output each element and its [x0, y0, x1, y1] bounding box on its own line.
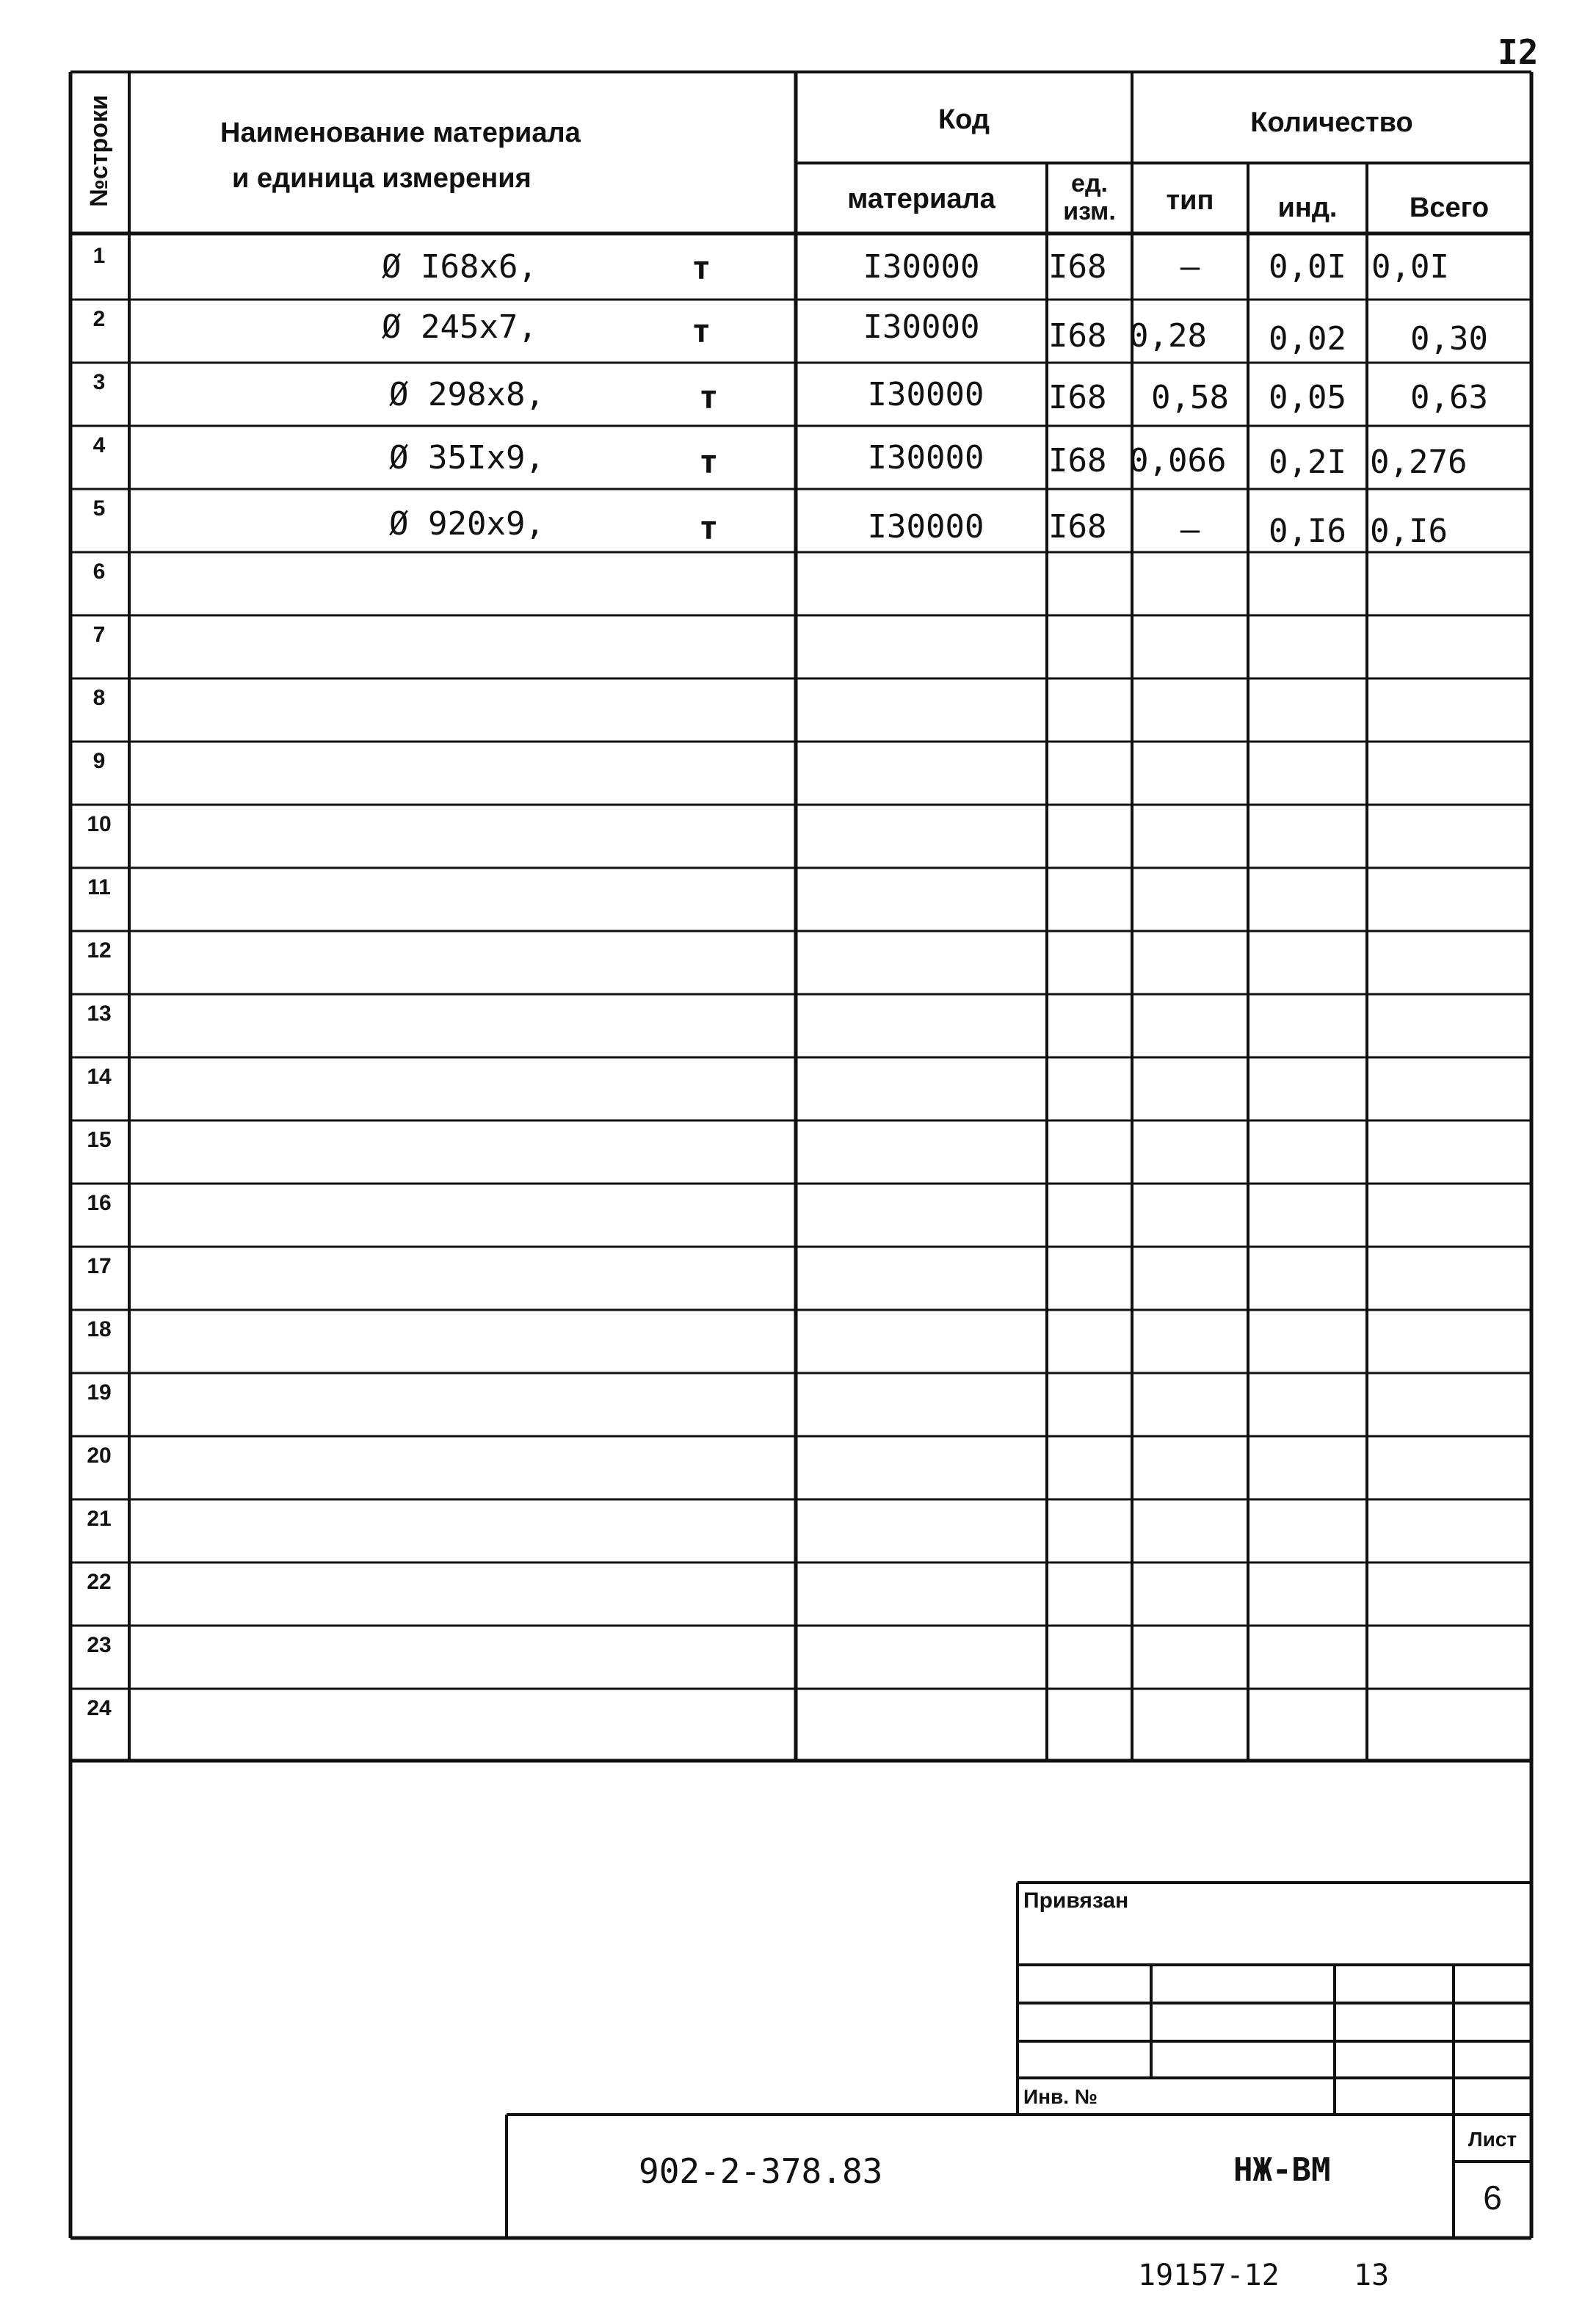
- qty-ind: 0,I6: [1269, 513, 1346, 550]
- material-name: Ø 298x8,: [389, 376, 545, 413]
- material-name: Ø I68x6,: [382, 248, 537, 286]
- material-code: I30000: [867, 508, 984, 546]
- unit-header-line1: ед.: [1071, 170, 1108, 198]
- qty-ind: 0,2I: [1269, 443, 1346, 481]
- row-number: 24: [87, 1696, 112, 1720]
- sheet-label: Лист: [1468, 2128, 1517, 2151]
- qty-type: 0,066: [1129, 442, 1227, 479]
- footer-stamp-right: 13: [1354, 2259, 1390, 2292]
- row-number: 2: [93, 307, 106, 331]
- unit-symbol: т: [692, 250, 711, 287]
- unit-code: I68: [1048, 442, 1107, 479]
- row-number: 3: [93, 370, 106, 394]
- page-number: I2: [1498, 32, 1539, 72]
- qty-total: 0,276: [1370, 443, 1468, 481]
- qty-total: 0,63: [1410, 379, 1488, 416]
- material-name: Ø 245x7,: [382, 308, 537, 346]
- unit-symbol: т: [692, 313, 711, 350]
- material-code: I30000: [863, 248, 980, 286]
- row-number: 19: [87, 1380, 112, 1405]
- material-code-header: материала: [847, 184, 995, 214]
- unit-code: I68: [1048, 508, 1107, 546]
- qty-ind: 0,0I: [1269, 248, 1346, 286]
- row-number: 23: [87, 1633, 112, 1657]
- qty-total: 0,I6: [1370, 513, 1448, 550]
- row-number: 4: [93, 433, 106, 457]
- row-number: 1: [93, 244, 106, 268]
- document-code: 902-2-378.83: [639, 2151, 883, 2191]
- row-number: 14: [87, 1065, 112, 1089]
- row-number: 11: [87, 875, 111, 899]
- code-header: Код: [937, 104, 990, 135]
- ind-header: инд.: [1277, 192, 1338, 223]
- unit-code: I68: [1048, 248, 1107, 286]
- row-number: 10: [87, 812, 112, 836]
- type-header: тип: [1166, 185, 1214, 216]
- row-number: 17: [87, 1254, 112, 1278]
- unit-header-line2: изм.: [1063, 198, 1116, 225]
- row-number: 5: [93, 496, 106, 521]
- inventory-number-label: Инв. №: [1023, 2085, 1098, 2108]
- material-name: Ø 35Ix9,: [389, 439, 545, 477]
- row-number: 18: [87, 1317, 112, 1341]
- qty-type: 0,28: [1129, 317, 1207, 355]
- name-header-line1: Наименование материала: [220, 117, 581, 148]
- name-header-line2: и единица измерения: [232, 163, 532, 194]
- material-code: I30000: [863, 308, 980, 346]
- qty-total: 0,0I: [1371, 248, 1449, 286]
- row-number-header: №строки: [85, 95, 113, 207]
- row-number: 22: [87, 1570, 112, 1594]
- unit-code: I68: [1048, 317, 1107, 355]
- row-number: 9: [93, 749, 106, 773]
- footer-stamp-left: 19157-12: [1138, 2259, 1280, 2292]
- sheet-number: 6: [1483, 2179, 1502, 2217]
- qty-ind: 0,05: [1269, 379, 1346, 416]
- set-code: НЖ-ВМ: [1233, 2151, 1331, 2189]
- unit-symbol: т: [699, 510, 719, 547]
- qty-type: 0,58: [1151, 379, 1229, 416]
- row-number: 15: [87, 1128, 112, 1152]
- unit-symbol: т: [699, 379, 719, 416]
- quantity-header: Количество: [1250, 107, 1413, 138]
- row-number: 6: [93, 559, 106, 584]
- row-number: 20: [87, 1444, 112, 1468]
- row-number: 8: [93, 686, 106, 710]
- qty-total: 0,30: [1410, 320, 1488, 358]
- unit-code: I68: [1048, 379, 1107, 416]
- unit-symbol: т: [699, 443, 719, 481]
- row-number: 13: [87, 1002, 112, 1026]
- row-number: 16: [87, 1191, 112, 1215]
- material-name: Ø 920x9,: [389, 505, 545, 543]
- row-number: 7: [93, 623, 106, 647]
- qty-type: –: [1180, 248, 1200, 286]
- tied-label: Привязан: [1023, 1888, 1129, 1913]
- material-code: I30000: [867, 439, 984, 477]
- material-code: I30000: [867, 376, 984, 413]
- qty-ind: 0,02: [1269, 320, 1346, 358]
- row-number: 21: [87, 1507, 112, 1531]
- row-number: 12: [87, 938, 112, 963]
- qty-type: –: [1180, 511, 1200, 548]
- total-header: Всего: [1409, 192, 1490, 223]
